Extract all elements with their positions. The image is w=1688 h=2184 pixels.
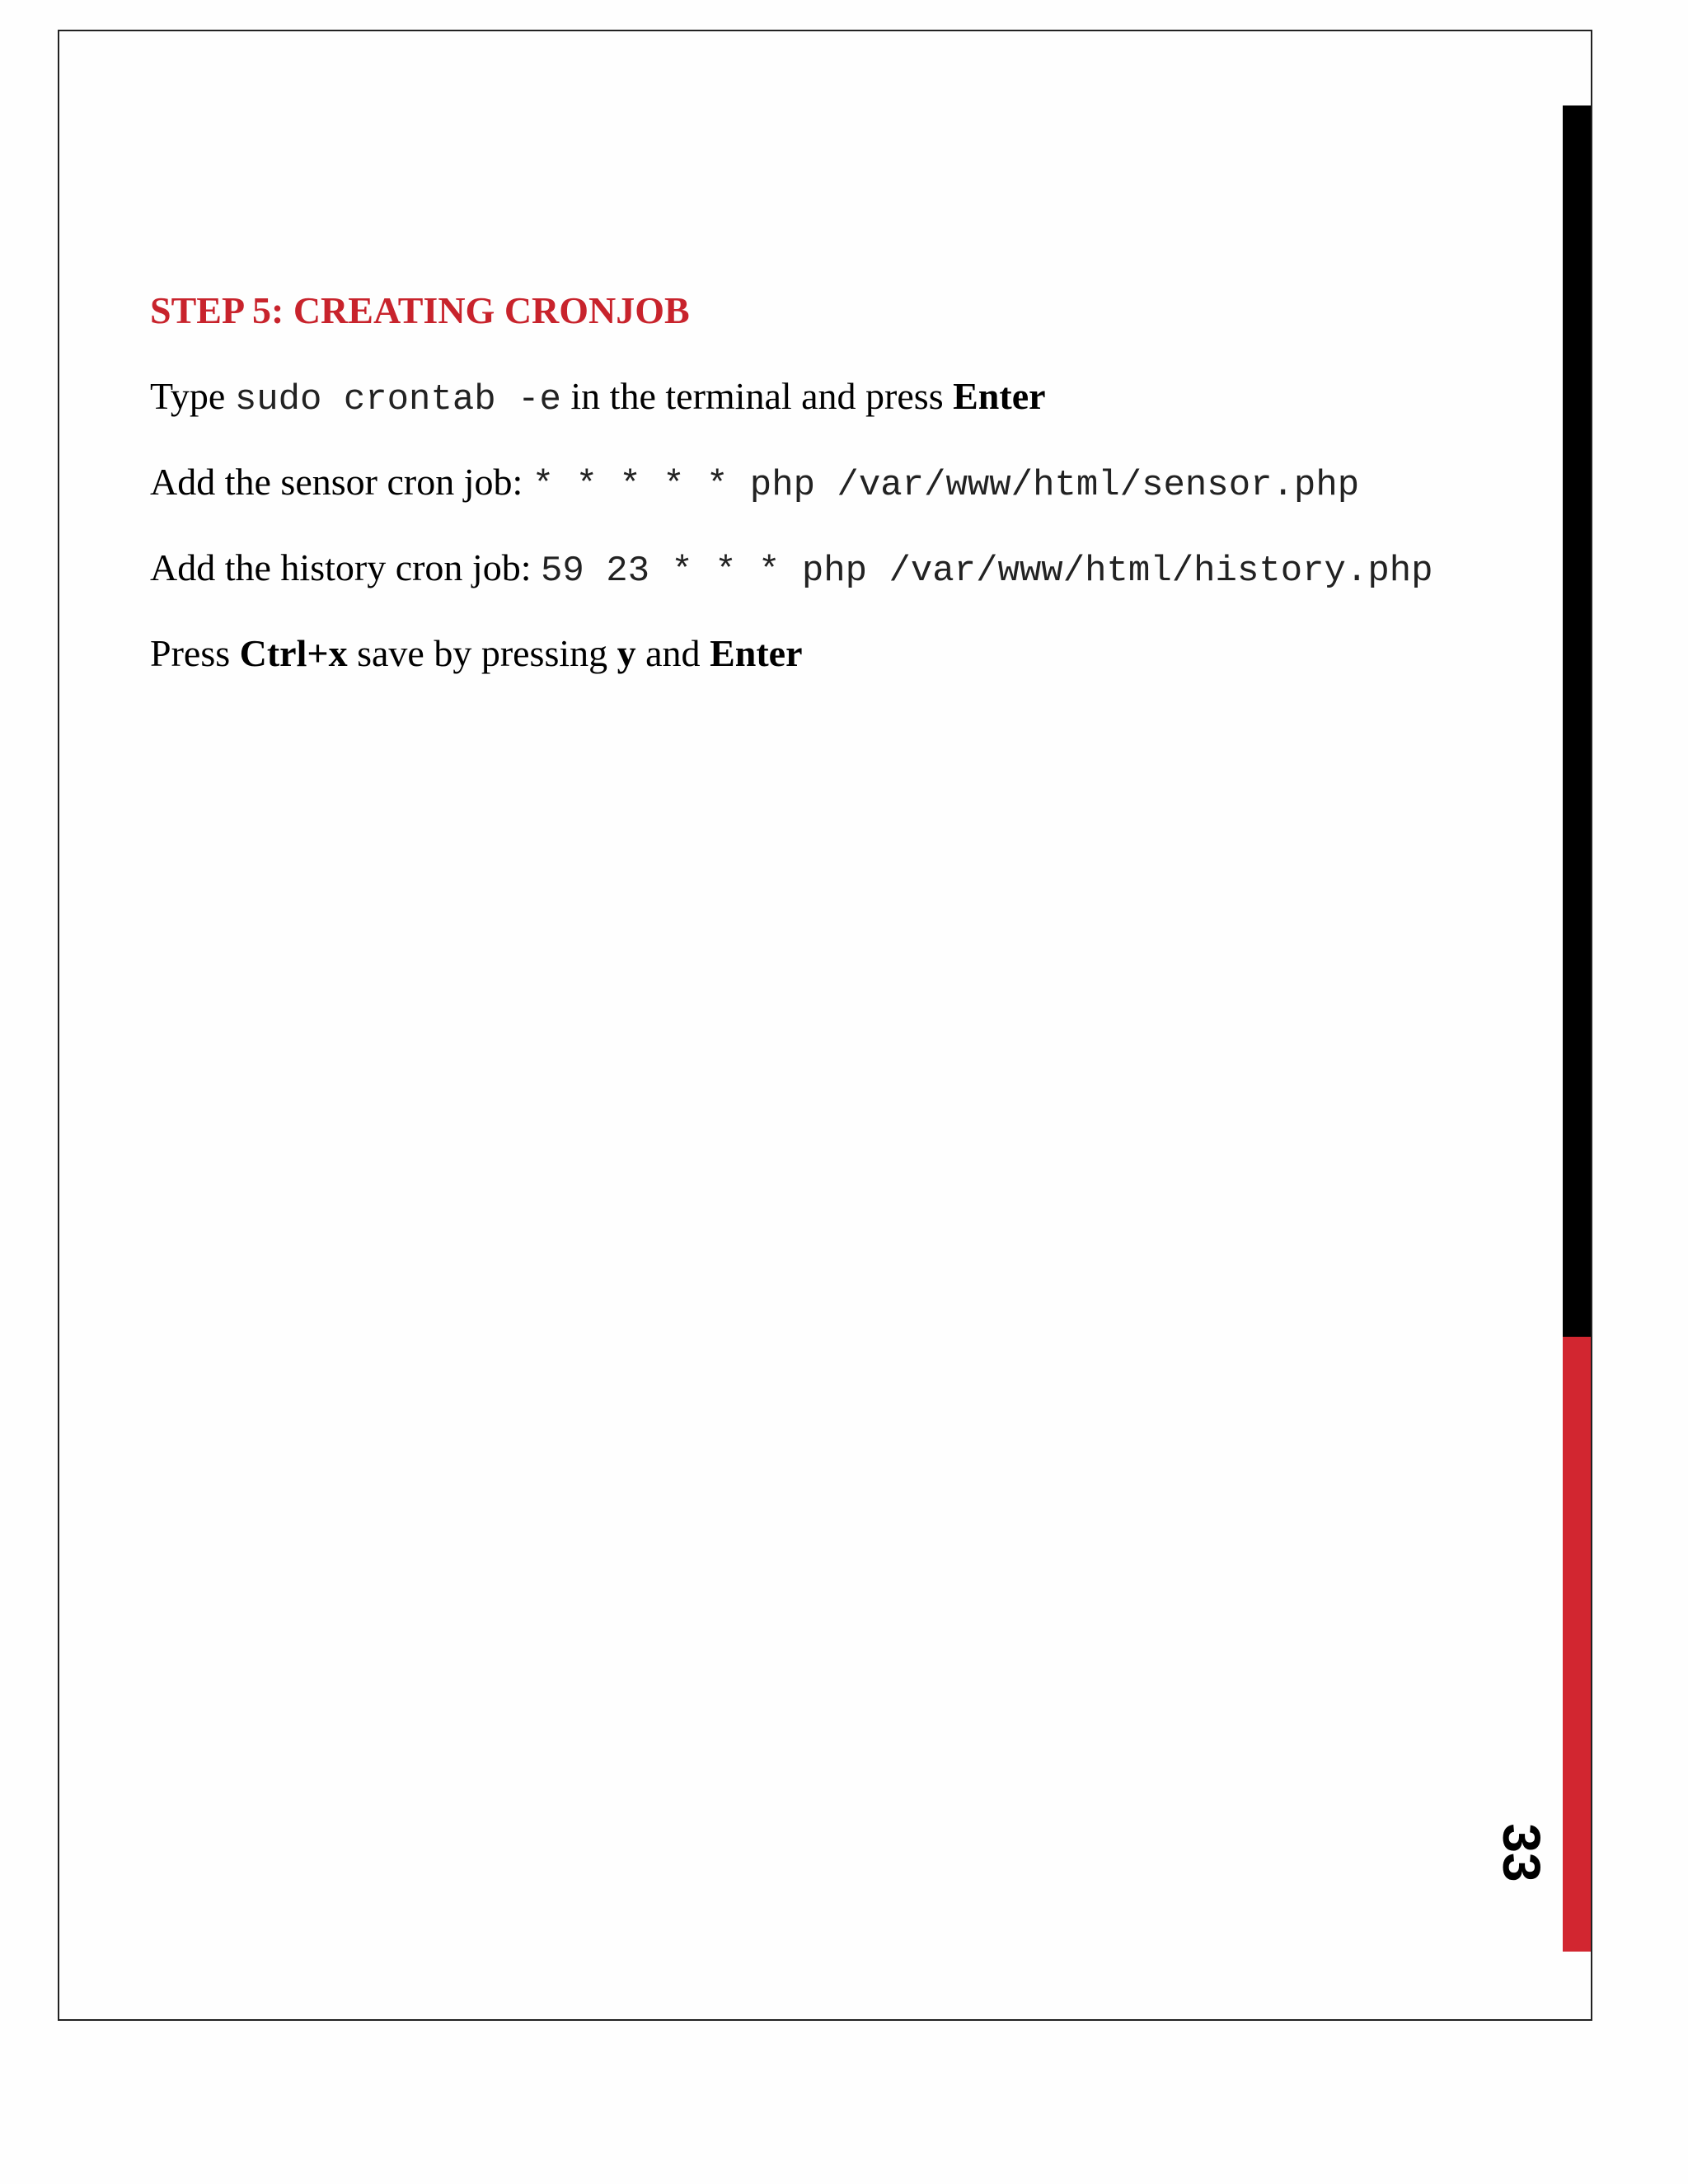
instruction-text: and (645, 632, 701, 674)
instruction-text: save by pressing (357, 632, 608, 674)
key-name: Enter (710, 632, 803, 674)
step-title: STEP 5: CREATING CRONJOB (150, 289, 690, 331)
command-code: sudo crontab -e (234, 379, 561, 420)
instruction-text: Add the history cron job: (150, 546, 532, 588)
page-content (150, 284, 1535, 680)
instruction-text: Add the sensor cron job: (150, 461, 523, 503)
instruction-line-save (150, 627, 1535, 680)
page-number-text: 33 (1492, 1823, 1551, 1882)
instruction-line-open-crontab (150, 370, 1535, 423)
cron-code-history: 59 23 * * * php /var/www/html/history.php (541, 551, 1433, 592)
key-name: y (617, 632, 636, 674)
instruction-text: Type (150, 375, 226, 417)
instruction-line-history-cron (150, 541, 1535, 594)
cron-code-sensor: * * * * * php /var/www/html/sensor.php (532, 465, 1360, 506)
key-name: Ctrl+x (239, 632, 348, 674)
key-name: Enter (953, 375, 1046, 417)
instruction-text: in the terminal and press (570, 375, 944, 417)
instruction-text: Press (150, 632, 231, 674)
side-bar-red (1563, 1337, 1591, 1952)
side-bar-black (1563, 105, 1591, 1337)
instruction-line-sensor-cron (150, 456, 1535, 509)
